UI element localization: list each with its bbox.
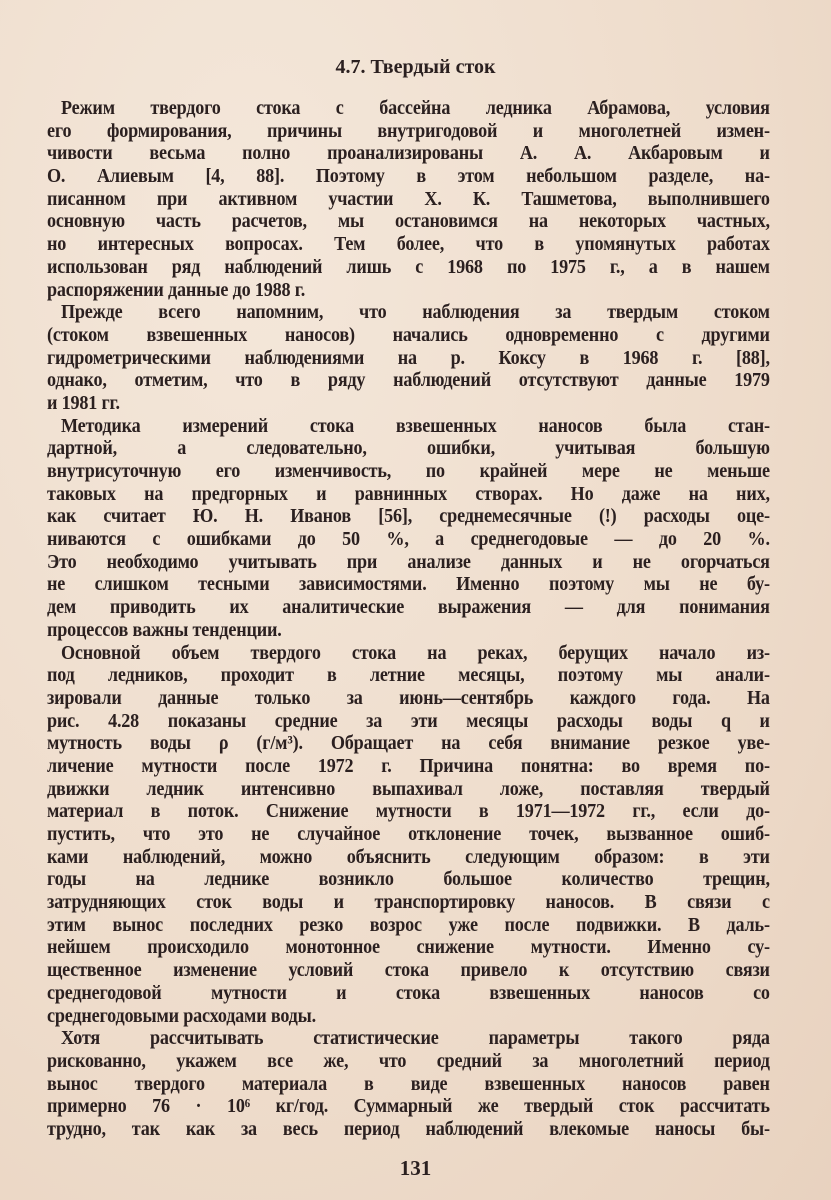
text-line: но интересных вопросах. Тем более, что в упомянутых работах <box>47 234 770 256</box>
text-line: движки ледник интенсивно выпахивал ложе, поставляя твердый <box>47 778 770 800</box>
text-line: Методика измерений стока взвешенных наносов была стан- <box>60 415 770 437</box>
text-line: основную часть расчетов, мы остановимся на некоторых частных, <box>47 211 770 233</box>
text-line: таковых на предгорных и равнинных створах. Но даже на них, <box>47 483 770 505</box>
paragraph <box>47 416 770 643</box>
text-line: внутрисуточную его изменчивость, по крайней мере не меньше <box>47 461 770 482</box>
text-line: Основной объем твердого стока на реках, берущих начало из- <box>60 642 770 664</box>
text-line: рискованно, укажем все же, что средний за многолетний период <box>47 1050 770 1072</box>
text-line: (стоком взвешенных наносов) начались одновременно с другими <box>47 324 770 346</box>
text-line: рис. 4.28 показаны средние за эти месяцы расходы воды q и <box>47 710 770 732</box>
text-line: ками наблюдений, можно объяснить следующим образом: в эти <box>47 846 770 868</box>
text-line: под ледников, проходит в летние месяцы, поэтому мы анали- <box>47 665 770 687</box>
text-line: мутность воды ρ (г/м³). Обращает на себя внимание резкое уве- <box>47 733 770 755</box>
text-line: трудно, так как за весь период наблюдений влекомые наносы бы- <box>47 1118 770 1140</box>
text-line: зировали данные только за июнь—сентябрь каждого года. На <box>47 687 770 709</box>
paragraph <box>47 643 770 1029</box>
text-line: и 1981 гг. <box>47 392 120 414</box>
text-line: затрудняющих сток воды и транспортировку наносов. В связи с <box>47 892 770 914</box>
text-line: как считает Ю. Н. Иванов [56], среднемесячные (!) расходы оце- <box>47 506 770 528</box>
text-line: Хотя рассчитывать статистические параметры такого ряда <box>60 1028 770 1050</box>
text-line: пустить, что это не случайное отклонение точек, вызванное ошиб- <box>47 824 770 845</box>
text-line: использован ряд наблюдений лишь с 1968 по 1975 г., а в нашем <box>47 256 770 278</box>
section-title: 4.7. Твердый сток <box>335 56 496 78</box>
text-line: не слишком тесными зависимостями. Именно поэтому мы не бу- <box>47 574 770 596</box>
text-line: материал в поток. Снижение мутности в 1971—1972 гг., если до- <box>47 801 770 823</box>
paragraph <box>47 1028 770 1141</box>
page-number: 131 <box>399 1156 432 1180</box>
paragraph <box>47 98 770 302</box>
text-line: этим вынос последних резко возрос уже после подвижки. В даль- <box>47 914 770 936</box>
text-line: писанном при активном участии Х. К. Ташметова, выполнившего <box>47 188 770 210</box>
text-line: личение мутности после 1972 г. Причина понятна: во время по- <box>47 755 770 777</box>
text-line: его формирования, причины внутригодовой и многолетней измен- <box>47 120 770 142</box>
text-line: однако, отметим, что в ряду наблюдений отсутствуют данные 1979 <box>47 370 770 392</box>
text-line: Это необходимо учитывать при анализе данных и не огорчаться <box>47 551 770 573</box>
text-line: среднегодовой мутности и стока взвешенных наносов со <box>47 982 770 1004</box>
text-line: среднегодовыми расходами воды. <box>47 1005 316 1027</box>
text-line: дартной, а следовательно, ошибки, учитывая большую <box>47 438 770 460</box>
text-line: гидрометрическими наблюдениями на р. Коксу в 1968 г. [88], <box>47 347 770 369</box>
text-line: нейшем происходило монотонное снижение мутности. Именно су- <box>47 937 770 959</box>
text-line: ниваются с ошибками до 50 %, а среднегодовые — до 20 %. <box>47 529 770 551</box>
paragraph <box>47 302 770 415</box>
text-line: вынос твердого материала в виде взвешенных наносов равен <box>47 1073 770 1095</box>
text-line: годы на леднике возникло большое количество трещин, <box>47 869 770 891</box>
body-text <box>47 98 770 1142</box>
text-line: примерно 76 · 10⁶ кг/год. Суммарный же твердый сток рассчитать <box>47 1096 770 1118</box>
text-line: дем приводить их аналитические выражения — для понимания <box>47 597 770 619</box>
text-line: щественное изменение условий стока привело к отсутствию связи <box>47 960 770 982</box>
text-line: чивости весьма полно проанализированы А. А. Акбаровым и <box>47 143 770 165</box>
text-line: О. Алиевым [4, 88]. Поэтому в этом небольшом разделе, на- <box>47 166 770 188</box>
text-line: Прежде всего напомним, что наблюдения за твердым стоком <box>60 302 770 324</box>
text-line: Режим твердого стока с бассейна ледника Абрамова, условия <box>60 98 770 119</box>
text-line: распоряжении данные до 1988 г. <box>47 279 306 301</box>
text-line: процессов важны тенденции. <box>47 619 282 641</box>
